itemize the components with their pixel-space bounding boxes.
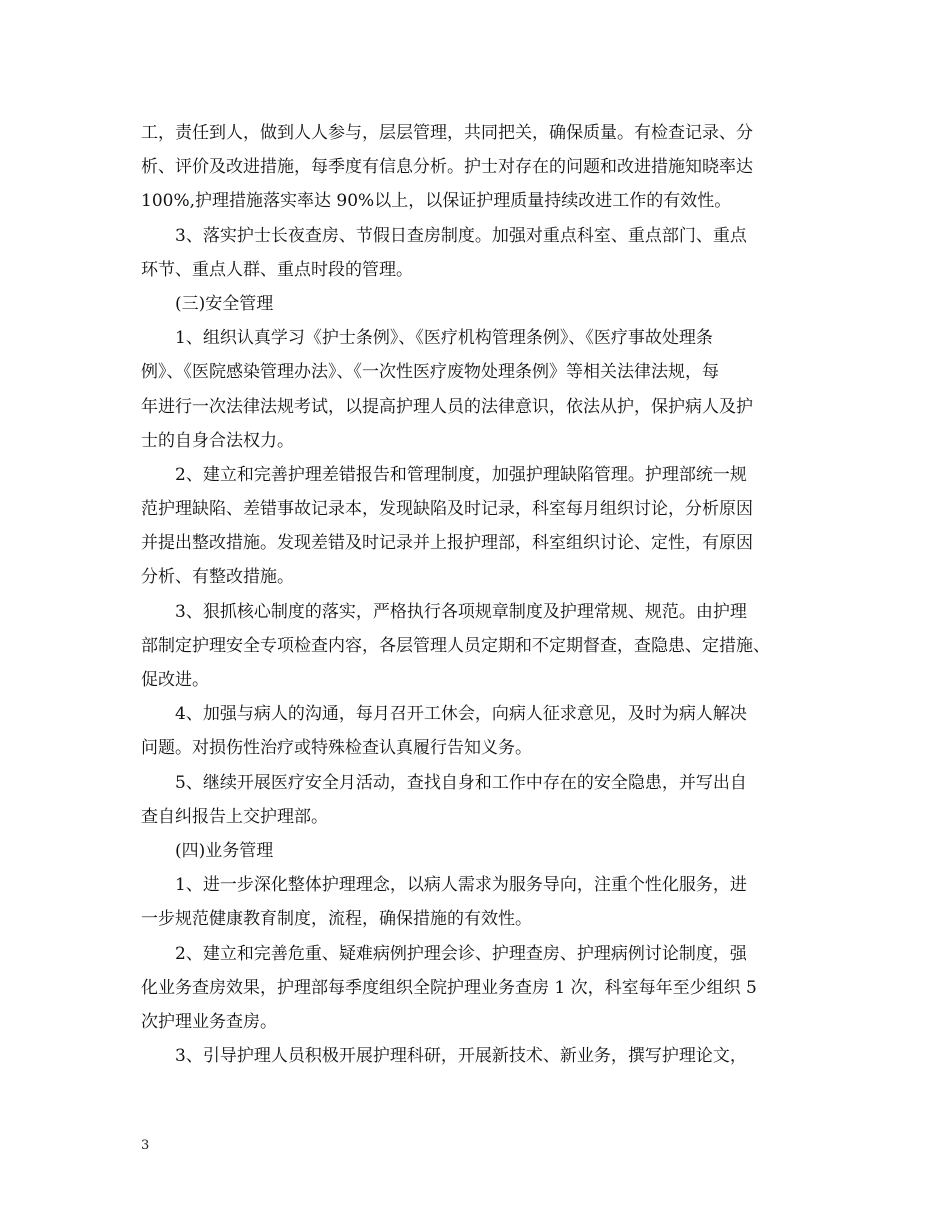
text-line-25: 2、建立和完善危重、疑难病例护理会诊、护理查房、护理病例讨论制度，强 (141, 943, 747, 964)
text-line-2: 析、评价及改进措施，每季度有信息分析。护士对存在的问题和改进措施知晓率达 (141, 157, 753, 178)
text-line-3: 100%,护理措施落实率达 90%以上，以保证护理质量持续改进工作的有效性。 (141, 191, 732, 212)
text-line-28: 3、引导护理人员积极开展护理科研，开展新技术、新业务，撰写护理论文， (141, 1046, 747, 1067)
text-line-21: 查自纠报告上交护理部。 (141, 806, 328, 827)
text-line-26: 化业务查房效果，护理部每季度组织全院护理业务查房 1 次，科室每年至少组织 5 (141, 977, 757, 998)
page-number: 3 (141, 1138, 150, 1153)
text-line-9: 年进行一次法律法规考试，以提高护理人员的法律意识，依法从护，保护病人及护 (141, 396, 753, 417)
text-line-5: 环节、重点人群、重点时段的管理。 (141, 259, 413, 280)
text-line-12: 范护理缺陷、差错事故记录本，发现缺陷及时记录，科室每月组织讨论，分析原因 (141, 499, 753, 520)
text-line-14: 分析、有整改措施。 (141, 567, 294, 588)
section-heading-business: (四)业务管理 (141, 840, 274, 861)
text-line-16: 部制定护理安全专项检查内容，各层管理人员定期和不定期督查，查隐患、定措施、 (141, 635, 770, 656)
text-line-24: 一步规范健康教育制度，流程，确保措施的有效性。 (141, 909, 532, 930)
text-line-19: 问题。对损伤性治疗或特殊检查认真履行告知义务。 (141, 738, 532, 759)
text-line-15: 3、狠抓核心制度的落实，严格执行各项规章制度及护理常规、规范。由护理 (141, 601, 747, 622)
text-line-17: 促改进。 (141, 670, 209, 690)
text-line-13: 并提出整改措施。发现差错及时记录并上报护理部，科室组织讨论、定性，有原因 (141, 533, 753, 554)
text-line-20: 5、继续开展医疗安全月活动，查找自身和工作中存在的安全隐患，并写出自 (141, 772, 747, 793)
document-body (141, 116, 831, 1073)
text-line-1: 工，责任到人，做到人人参与，层层管理，共同把关，确保质量。有检查记录、分 (141, 123, 753, 143)
text-line-7: 1、组织认真学习《护士条例》、《医疗机构管理条例》、《医疗事故处理条 (141, 328, 713, 349)
section-heading-safety: (三)安全管理 (141, 293, 274, 314)
text-line-18: 4、加强与病人的沟通，每月召开工休会，向病人征求意见，及时为病人解决 (141, 704, 747, 725)
text-line-23: 1、进一步深化整体护理理念，以病人需求为服务导向，注重个性化服务，进 (141, 875, 747, 896)
text-line-4: 3、落实护士长夜查房、节假日查房制度。加强对重点科室、重点部门、重点 (141, 225, 747, 246)
text-line-27: 次护理业务查房。 (141, 1011, 277, 1032)
text-line-10: 士的自身合法权力。 (141, 430, 294, 451)
text-line-11: 2、建立和完善护理差错报告和管理制度，加强护理缺陷管理。护理部统一规 (141, 464, 747, 485)
text-line-8: 例》、《医院感染管理办法》、《一次性医疗废物处理条例》等相关法律法规，每 (141, 362, 719, 383)
